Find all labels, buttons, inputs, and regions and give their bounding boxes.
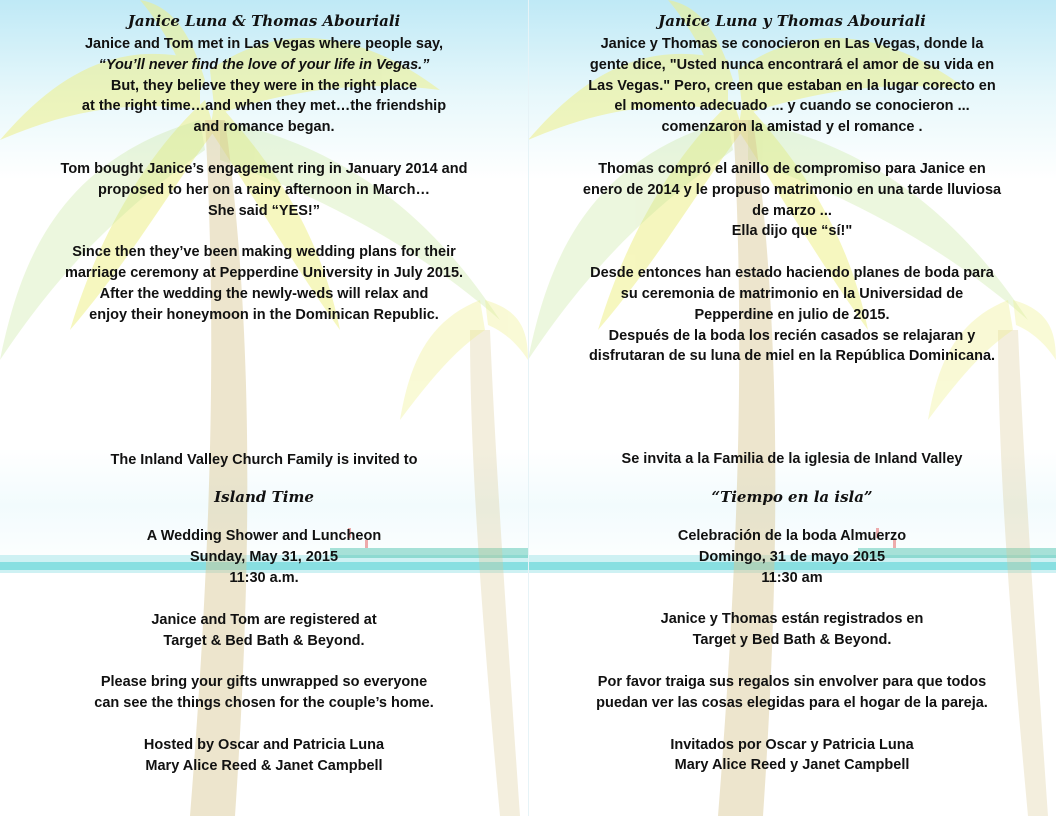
english-story-line: at the right time…and when they met…the friendship (81, 98, 447, 115)
spanish-registry-line: Target y Bed Bath & Beyond. (692, 632, 892, 649)
spanish-story-line: comenzaron la amistad y el romance . (661, 119, 923, 136)
english-plans-line: marriage ceremony at Pepperdine University in July 2015. (64, 265, 464, 282)
english-registry-line: Target & Bed Bath & Beyond. (163, 632, 365, 649)
spanish-story-line: Janice y Thomas se conocieron en Las Vegas, donde la (600, 36, 984, 52)
english-couple-title: Janice Luna & Thomas Abouriali (127, 12, 401, 30)
spanish-event-time: 11:30 am (761, 569, 823, 586)
spanish-proposal-line: Thomas compró el anillo de compromiso para Janice en (598, 160, 986, 177)
spanish-event-detail: Celebración de la boda Almuerzo (677, 527, 907, 544)
english-hosts-line: Hosted by Oscar and Patricia Luna (143, 736, 385, 753)
english-event-date: Sunday, May 31, 2015 (189, 549, 339, 566)
english-hosts-line: Mary Alice Reed & Janet Campbell (145, 757, 383, 774)
spanish-proposal-line: de marzo ... (752, 202, 832, 219)
spanish-plans-line: Desde entonces han estado haciendo planes de boda para (590, 265, 994, 282)
spanish-story-line: gente dice, "Usted nunca encontrará el amor de su vida en (589, 56, 995, 73)
english-registry-line: Janice and Tom are registered at (151, 611, 377, 628)
english-proposal-line: She said “YES!” (207, 202, 320, 219)
spanish-plans-line: Pepperdine en julio de 2015. (694, 306, 890, 323)
spanish-plans-line: disfrutaran de su luna de miel en la República Dominicana. (588, 348, 996, 365)
spanish-hosts-line: Invitados por Oscar y Patricia Luna (670, 736, 914, 753)
spanish-story-line: Las Vegas." Pero, creen que estaban en la lugar corecto en (588, 77, 996, 94)
english-event-name: Island Time (214, 488, 314, 507)
english-event-time: 11:30 a.m. (229, 569, 299, 586)
spanish-couple-title: Janice Luna y Thomas Abouriali (658, 12, 926, 30)
english-event-detail: A Wedding Shower and Luncheon (146, 528, 382, 545)
spanish-registry-line: Janice y Thomas están registrados en (660, 611, 924, 628)
english-gifts-line: Please bring your gifts unwrapped so everyone (100, 674, 428, 691)
english-content (18, 12, 510, 777)
spanish-proposal-line: Ella dijo que “sí!" (731, 223, 853, 240)
spanish-panel (528, 0, 1056, 816)
english-story-line: Janice and Tom met in Las Vegas where people say, (84, 36, 444, 52)
spanish-gifts-line: puedan ver las cosas elegidas para el hogar de la pareja. (596, 694, 988, 711)
spanish-hosts-line: Mary Alice Reed y Janet Campbell (674, 757, 910, 774)
english-invite-line: The Inland Valley Church Family is invited to (110, 451, 418, 468)
english-plans-line: Since then they’ve been making wedding plans for their (72, 244, 456, 261)
spanish-story-line: el momento adecuado ... y cuando se conocieron ... (614, 98, 970, 115)
panel-divider (528, 0, 529, 816)
english-plans-line: enjoy their honeymoon in the Dominican Republic. (89, 306, 439, 323)
english-gifts-line: can see the things chosen for the couple’s home. (94, 695, 434, 712)
spanish-proposal-line: enero de 2014 y le propuso matrimonio en una tarde lluviosa (582, 181, 1002, 198)
spanish-content (546, 12, 1038, 776)
spanish-plans-line: su ceremonia de matrimonio en la Universidad de (620, 285, 964, 302)
spanish-event-date: Domingo, 31 de mayo 2015 (698, 548, 886, 565)
spanish-event-name: “Tiempo en la isla” (711, 487, 873, 506)
english-proposal-line: proposed to her on a rainy afternoon in March… (98, 181, 430, 198)
english-story-quote: “You’ll never find the love of your life in Vegas.” (98, 56, 430, 73)
english-story-line: and romance began. (193, 119, 335, 136)
english-story-line: But, they believe they were in the right place (110, 77, 418, 94)
spanish-invite-line: Se invita a la Familia de la iglesia de Inland Valley (621, 451, 963, 468)
english-proposal-line: Tom bought Janice’s engagement ring in January 2014 and (60, 160, 468, 177)
spanish-gifts-line: Por favor traiga sus regalos sin envolver para que todos (597, 673, 987, 690)
english-plans-line: After the wedding the newly-weds will relax and (99, 285, 429, 302)
spanish-plans-line: Después de la boda los recién casados se relajaran y (608, 327, 976, 344)
